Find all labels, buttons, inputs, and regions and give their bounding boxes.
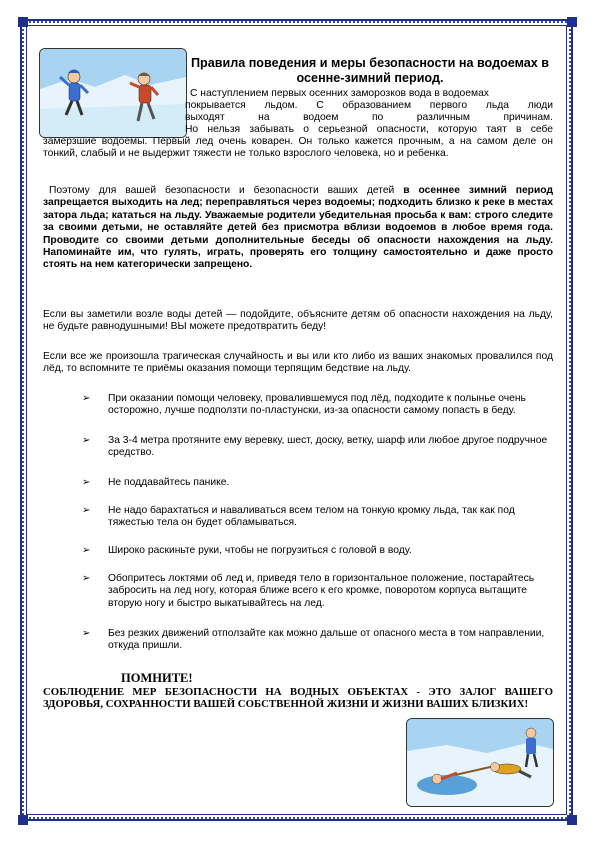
list-item: ➢ За 3-4 метра протяните ему веревку, шест, доску, ветку, шарф или любое другое подручное средство. bbox=[82, 435, 548, 459]
list-item: ➢ Не надо барахтаться и наваливаться всем телом на тонкую кромку льда, так как под тяжестью тела он будет обламываться. bbox=[82, 505, 515, 529]
arrow-bullet-icon: ➢ bbox=[82, 545, 91, 556]
arrow-bullet-icon: ➢ bbox=[82, 628, 91, 639]
safety-conclusion: СОБЛЮДЕНИЕ МЕР БЕЗОПАСНОСТИ НА ВОДНЫХ ОБЪЕКТАХ - ЭТО ЗАЛОГ ВАШЕГО ЗДОРОВЬЯ, СОХРАННОСТИ ВАШЕЙ СОБСТВЕННОЙ ЖИЗНИ И ЖИЗНИ ВАШИХ БЛИЗКИХ! bbox=[43, 686, 553, 711]
prohibition-intro: Поэтому для вашей безопасности и безопасности ваших детей bbox=[49, 185, 404, 196]
list-item: ➢ При оказании помощи человеку, провалившемуся под лёд, подходите к полынье очень осторожно, лучше подползти по-пластунски, из-за опасности самому попасть в беду. bbox=[82, 393, 526, 417]
prohibition-paragraph bbox=[43, 185, 553, 272]
illustration-children-on-ice bbox=[39, 48, 187, 138]
list-item: ➢ Обопритесь локтями об лед и, приведя тело в горизонтальное положение, постарайтесь забросить на лед ногу, которая ближе всего к его кромке, поворотом корпуса вытащите вторую ногу и быстро выкатывайтесь на лед. bbox=[82, 573, 535, 609]
accident-paragraph: Если все же произошла трагическая случайность и вы или кто либо из ваших знакомых провалился под лёд, то вспомните те приёмы оказания помощи терпящим бедствие на льду. bbox=[43, 351, 553, 375]
arrow-bullet-icon: ➢ bbox=[82, 505, 91, 516]
intro-rest: замерзшие водоемы. Первый лед очень коварен. Он только кажется прочным, а на самом деле он тонкий, слабый и не выдержит тяжести не только взрослого человека, но и ребенка. bbox=[43, 136, 553, 160]
list-item: ➢ Не поддавайтесь панике. bbox=[82, 477, 230, 488]
corner-ornament bbox=[567, 815, 577, 825]
arrow-bullet-icon: ➢ bbox=[82, 573, 91, 584]
notice-children-paragraph: Если вы заметили возле воды детей — подойдите, объясните детям об опасности нахождения на льду, не будьте равнодушными! ВЫ можете предотвратить беду! bbox=[43, 309, 553, 333]
intro-line-4: Но нельзя забывать о серьезной опасности, которую таят в себе bbox=[185, 124, 553, 135]
arrow-bullet-icon: ➢ bbox=[82, 435, 91, 446]
list-item: ➢ Без резких движений отползайте как можно дальше от опасного места в том направлении, откуда пришли. bbox=[82, 628, 545, 652]
list-item: ➢ Широко раскиньте руки, чтобы не погрузиться с головой в воду. bbox=[82, 545, 412, 556]
intro-line-1: С наступлением первых осенних заморозков вода в водоемах bbox=[190, 88, 489, 99]
illustration-ice-rescue bbox=[406, 718, 554, 807]
arrow-bullet-icon: ➢ bbox=[82, 393, 91, 404]
intro-line-2: покрывается льдом. С образованием первого льда люди bbox=[185, 100, 553, 111]
corner-ornament bbox=[18, 815, 28, 825]
corner-ornament bbox=[567, 17, 577, 27]
arrow-bullet-icon: ➢ bbox=[82, 477, 91, 488]
remember-heading: ПОМНИТЕ! bbox=[121, 671, 193, 685]
intro-line-3: выходят на водоем по различным причинам. bbox=[185, 112, 553, 123]
page-title: Правила поведения и меры безопасности на водоемах в осенне-зимний период. bbox=[190, 56, 550, 85]
prohibition-rules: в осеннее зимний период запрещается выходить на лед; переправляться через водоемы; подходить близко к реке в местах затора льда; кататься на льду. Уважаемые родители убедительная просьба к вам: строго следите за своими детьми, не оставляйте детей без присмотра вблизи водоемов в любое время года. Проводите со своими детьми дополнительные беседы об опасности нахождения на льду. Напоминайте им, что гулять, играть, проверять его толщину самостоятельно и даже просто стоять на нем категорически запрещено. bbox=[43, 185, 553, 271]
corner-ornament bbox=[18, 17, 28, 27]
